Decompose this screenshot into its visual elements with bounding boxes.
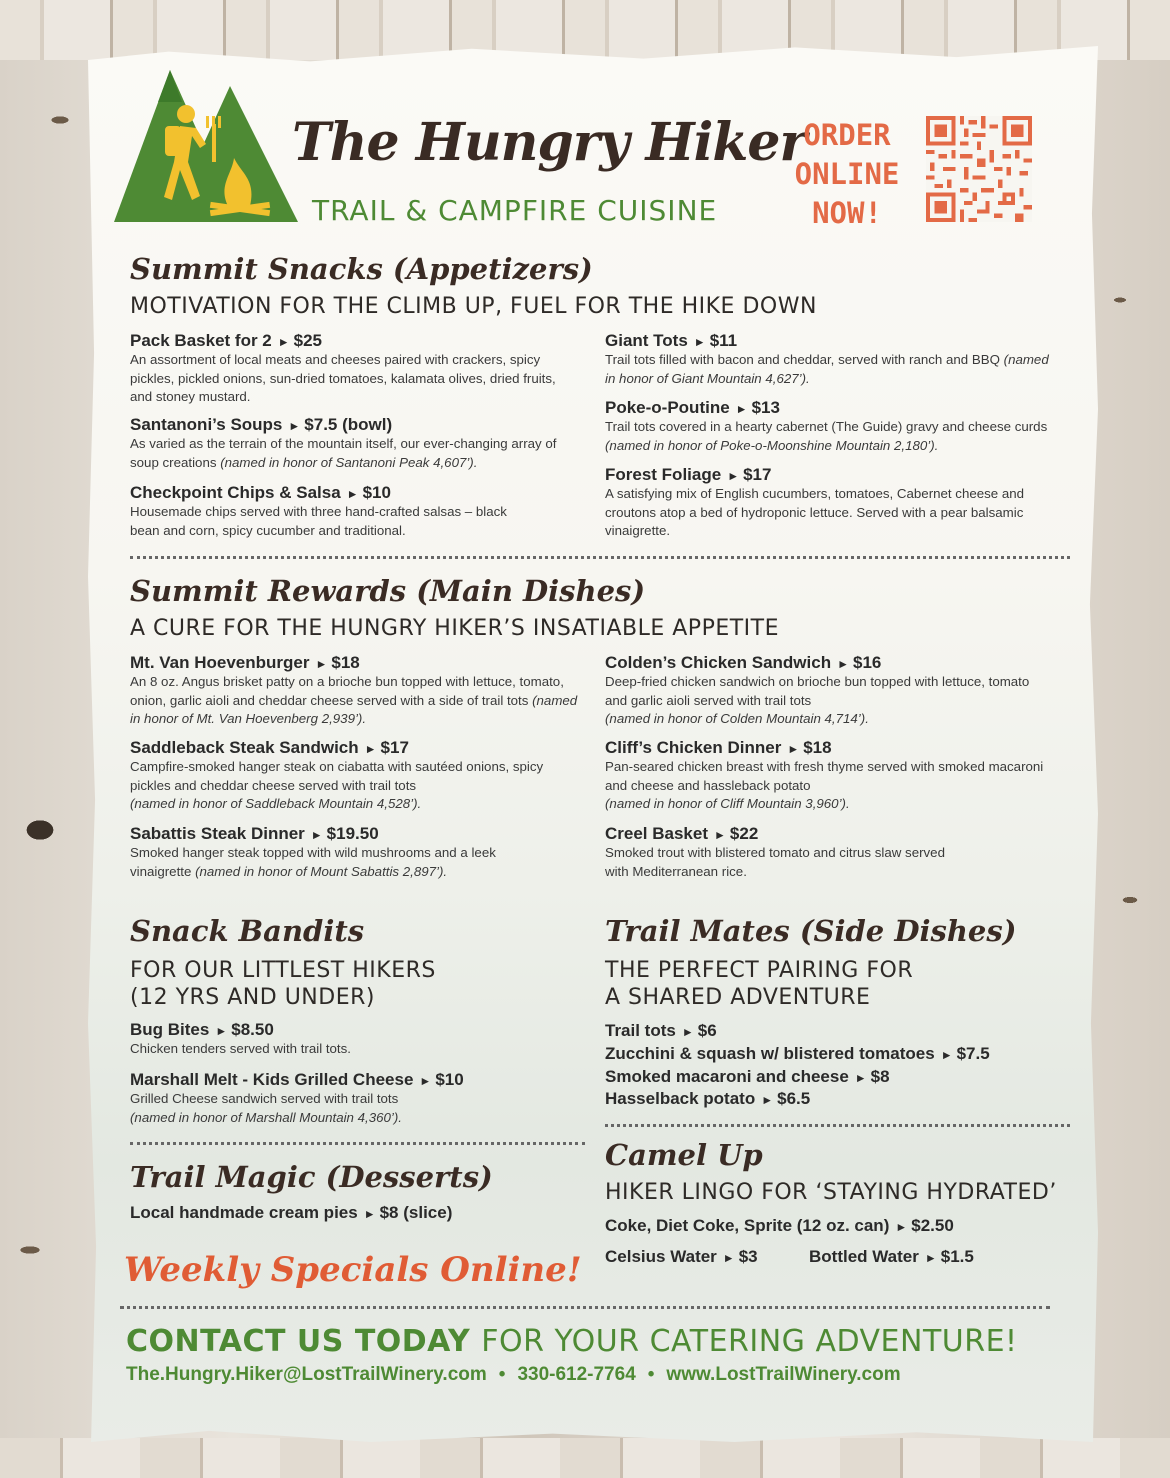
- side-item: [605, 1021, 717, 1041]
- arrow-icon: ►: [363, 1207, 376, 1221]
- separator: •: [498, 1364, 506, 1385]
- menu-item: [605, 398, 1055, 455]
- dessert-item: [130, 1203, 452, 1223]
- item-name: Cliff’s Chicken Dinner: [605, 738, 782, 757]
- item-description: Housemade chips served with three hand-crafted salsas – black bean and corn, spicy cucumber and traditional.: [130, 504, 507, 538]
- hiker-logo-icon: [110, 66, 300, 226]
- item-name: Hasselback potato: [605, 1089, 756, 1108]
- item-description: As varied as the terrain of the mountain itself, our ever-changing array of soup creations: [130, 436, 557, 470]
- item-price: $3: [738, 1247, 758, 1266]
- menu-item: [130, 1020, 580, 1059]
- item-price: $10: [435, 1070, 464, 1089]
- item-name: Bug Bites: [130, 1020, 210, 1039]
- item-price: $8 (slice): [379, 1203, 453, 1222]
- item-description: An 8 oz. Angus brisket patty on a brioche bun topped with lettuce, tomato, onion, garlic aioli and cheddar cheese served with a side of trail tots: [130, 674, 564, 708]
- item-price: $17: [743, 465, 772, 484]
- contact-email-link[interactable]: The.Hungry.Hiker@LostTrailWinery.com: [126, 1364, 487, 1385]
- item-name: Trail tots: [605, 1021, 676, 1040]
- mains-title: Summit Rewards (Main Dishes): [130, 574, 646, 608]
- item-price: $10: [362, 483, 391, 502]
- contact-headline-a: CONTACT US TODAY: [126, 1324, 471, 1359]
- item-price: $25: [293, 331, 323, 350]
- item-name: Poke-o-Poutine: [605, 398, 730, 417]
- arrow-icon: ►: [735, 402, 748, 416]
- item-name: Forest Foliage: [605, 465, 722, 484]
- contact-headline: [126, 1324, 1018, 1359]
- menu-item: [605, 738, 1055, 814]
- item-name: Pack Basket for 2: [130, 331, 272, 350]
- menu-item: [130, 738, 580, 814]
- order-line-2: ONLINE: [794, 157, 900, 191]
- drinks-title: Camel Up: [605, 1138, 763, 1172]
- arrow-icon: ►: [787, 742, 800, 756]
- arrow-icon: ►: [895, 1220, 908, 1234]
- item-price: $1.5: [940, 1247, 974, 1266]
- arrow-icon: ►: [315, 657, 328, 671]
- drink-item: [809, 1247, 974, 1267]
- side-item: [605, 1067, 890, 1087]
- menu-item: [130, 653, 580, 729]
- drinks-subtitle: HIKER LINGO FOR ‘STAYING HYDRATED’: [605, 1180, 1057, 1205]
- arrow-icon: ►: [727, 469, 740, 483]
- item-description: Deep-fried chicken sandwich on brioche bun topped with lettuce, tomato and garlic aioli served with trail tots: [605, 674, 1030, 708]
- arrow-icon: ►: [310, 828, 323, 842]
- item-name: Saddleback Steak Sandwich: [130, 738, 359, 757]
- item-price: $7.5 (bowl): [304, 415, 393, 434]
- section-divider: [130, 556, 1070, 559]
- item-honor: (named in honor of Saddleback Mountain 4,528’).: [130, 796, 422, 811]
- sides-subtitle-1: THE PERFECT PAIRING FOR: [605, 958, 914, 983]
- item-name: Sabattis Steak Dinner: [130, 824, 305, 843]
- item-name: Bottled Water: [809, 1247, 919, 1266]
- menu-item: [605, 824, 1055, 881]
- mains-subtitle: A CURE FOR THE HUNGRY HIKER’S INSATIABLE APPETITE: [130, 616, 779, 641]
- section-divider: [130, 1142, 585, 1145]
- menu-item: [605, 331, 1055, 388]
- sides-title: Trail Mates (Side Dishes): [605, 914, 1017, 948]
- item-price: $13: [751, 398, 780, 417]
- item-name: Marshall Melt - Kids Grilled Cheese: [130, 1070, 414, 1089]
- item-honor: (named in honor of Mt. Van Hoevenberg 2,939’).: [130, 692, 578, 726]
- item-honor: (named in honor of Cliff Mountain 3,960’).: [605, 796, 850, 811]
- birch-bark-bottom: [0, 1438, 1170, 1478]
- appetizers-subtitle: MOTIVATION FOR THE CLIMB UP, FUEL FOR THE HIKE DOWN: [130, 294, 817, 319]
- item-description: Chicken tenders served with trail tots.: [130, 1041, 351, 1056]
- qr-code-icon[interactable]: [926, 116, 1032, 222]
- item-price: $6: [697, 1021, 717, 1040]
- contact-details: [126, 1364, 901, 1386]
- kids-subtitle-2: (12 YRS AND UNDER): [130, 985, 375, 1010]
- item-description: Smoked hanger steak topped with wild mushrooms and a leek vinaigrette: [130, 845, 496, 879]
- item-price: $19.50: [326, 824, 379, 843]
- item-name: Coke, Diet Coke, Sprite (12 oz. can): [605, 1216, 890, 1235]
- item-description: Smoked trout with blistered tomato and citrus slaw served with Mediterranean rice.: [605, 845, 945, 879]
- item-price: $18: [803, 738, 832, 757]
- item-name: Colden’s Chicken Sandwich: [605, 653, 832, 672]
- menu-item: [130, 331, 580, 407]
- arrow-icon: ►: [714, 828, 726, 842]
- item-price: $11: [709, 331, 738, 350]
- contact-website-link[interactable]: www.LostTrailWinery.com: [666, 1364, 901, 1385]
- brand-tagline: TRAIL & CAMPFIRE CUISINE: [312, 194, 718, 227]
- menu-item: [130, 415, 580, 472]
- menu-item: [130, 824, 580, 881]
- item-name: Celsius Water: [605, 1247, 717, 1266]
- order-line-1: ORDER: [803, 118, 891, 152]
- item-name: Zucchini & squash w/ blistered tomatoes: [605, 1044, 935, 1063]
- item-honor: (named in honor of Colden Mountain 4,714’).: [605, 711, 869, 726]
- sides-subtitle-2: A SHARED ADVENTURE: [605, 985, 871, 1010]
- menu-item: [130, 483, 580, 540]
- arrow-icon: ►: [288, 419, 301, 433]
- side-item: [605, 1089, 810, 1109]
- item-description: Pan-seared chicken breast with fresh thyme served with smoked macaroni and cheese and hassleback potato: [605, 759, 1044, 793]
- item-name: Santanoni’s Soups: [130, 415, 283, 434]
- weekly-specials-banner[interactable]: Weekly Specials Online!: [124, 1250, 582, 1290]
- arrow-icon: ►: [940, 1048, 953, 1062]
- order-online-text[interactable]: [782, 116, 912, 233]
- drink-item: [605, 1247, 758, 1267]
- item-name: Mt. Van Hoevenburger: [130, 653, 310, 672]
- arrow-icon: ►: [722, 1251, 735, 1265]
- arrow-icon: ►: [215, 1024, 228, 1038]
- separator: •: [647, 1364, 655, 1385]
- item-price: $16: [852, 653, 882, 672]
- contact-phone-link[interactable]: 330-612-7764: [517, 1364, 636, 1385]
- item-description: Trail tots filled with bacon and cheddar, served with ranch and BBQ: [605, 352, 1000, 367]
- item-honor: (named in honor of Santanoni Peak 4,607’).: [220, 454, 478, 470]
- item-honor: (named in honor of Marshall Mountain 4,360’).: [130, 1109, 402, 1125]
- item-price: $7.5: [956, 1044, 990, 1063]
- item-description: A satisfying mix of English cucumbers, tomatoes, Cabernet cheese and croutons atop a bed of hydroponic lettuce. Served with a pear balsamic vinaigrette.: [605, 486, 1025, 538]
- menu-item: [130, 1070, 580, 1127]
- item-price: $8.50: [231, 1020, 274, 1039]
- contact-headline-b: FOR YOUR CATERING ADVENTURE!: [481, 1324, 1018, 1359]
- arrow-icon: ►: [837, 657, 849, 671]
- arrow-icon: ►: [681, 1025, 694, 1039]
- kids-subtitle-1: FOR OUR LITTLEST HIKERS: [130, 958, 436, 983]
- item-honor: (named in honor of Mount Sabattis 2,897’).: [195, 863, 448, 879]
- arrow-icon: ►: [693, 335, 706, 349]
- kids-title: Snack Bandits: [130, 914, 365, 948]
- arrow-icon: ►: [277, 335, 290, 349]
- arrow-icon: ►: [419, 1074, 432, 1088]
- item-name: Creel Basket: [605, 824, 709, 843]
- item-name: Giant Tots: [605, 331, 688, 350]
- arrow-icon: ►: [346, 487, 359, 501]
- item-price: $2.50: [911, 1216, 954, 1235]
- item-name: Smoked macaroni and cheese: [605, 1067, 849, 1086]
- menu-item: [605, 465, 1055, 541]
- item-description: Campfire-smoked hanger steak on ciabatta with sautéed onions, spicy pickles and cheddar cheese served with trail tots: [130, 759, 544, 793]
- item-honor: (named in honor of Poke-o-Moonshine Mountain 2,180’).: [605, 437, 939, 453]
- arrow-icon: ►: [854, 1071, 867, 1085]
- item-honor: (named in honor of Giant Mountain 4,627’).: [605, 352, 1049, 386]
- item-name: Checkpoint Chips & Salsa: [130, 483, 341, 502]
- item-description: Trail tots covered in a hearty cabernet (The Guide) gravy and cheese curds: [605, 419, 1048, 434]
- brand-name: The Hungry Hiker: [292, 112, 806, 173]
- item-description: Grilled Cheese sandwich served with trail tots: [130, 1091, 399, 1106]
- item-description: An assortment of local meats and cheeses paired with crackers, spicy pickles, pickled onions, sun-dried tomatoes, kalamata olives, dried fruits, and stoney mustard.: [130, 352, 556, 404]
- item-price: $18: [331, 653, 360, 672]
- section-divider: [120, 1306, 1050, 1309]
- item-price: $17: [380, 738, 409, 757]
- birch-bark-top: [0, 0, 1170, 60]
- appetizers-title: Summit Snacks (Appetizers): [130, 252, 593, 286]
- item-price: $22: [729, 824, 759, 843]
- section-divider: [605, 1124, 1070, 1127]
- menu-item: [605, 653, 1055, 729]
- item-price: $8: [870, 1067, 890, 1086]
- item-name: Local handmade cream pies: [130, 1203, 358, 1222]
- drink-item: [605, 1216, 954, 1236]
- arrow-icon: ►: [924, 1251, 937, 1265]
- arrow-icon: ►: [761, 1093, 774, 1107]
- arrow-icon: ►: [364, 742, 377, 756]
- order-line-3: NOW!: [812, 196, 882, 230]
- side-item: [605, 1044, 990, 1064]
- desserts-title: Trail Magic (Desserts): [130, 1160, 493, 1194]
- item-price: $6.5: [777, 1089, 811, 1108]
